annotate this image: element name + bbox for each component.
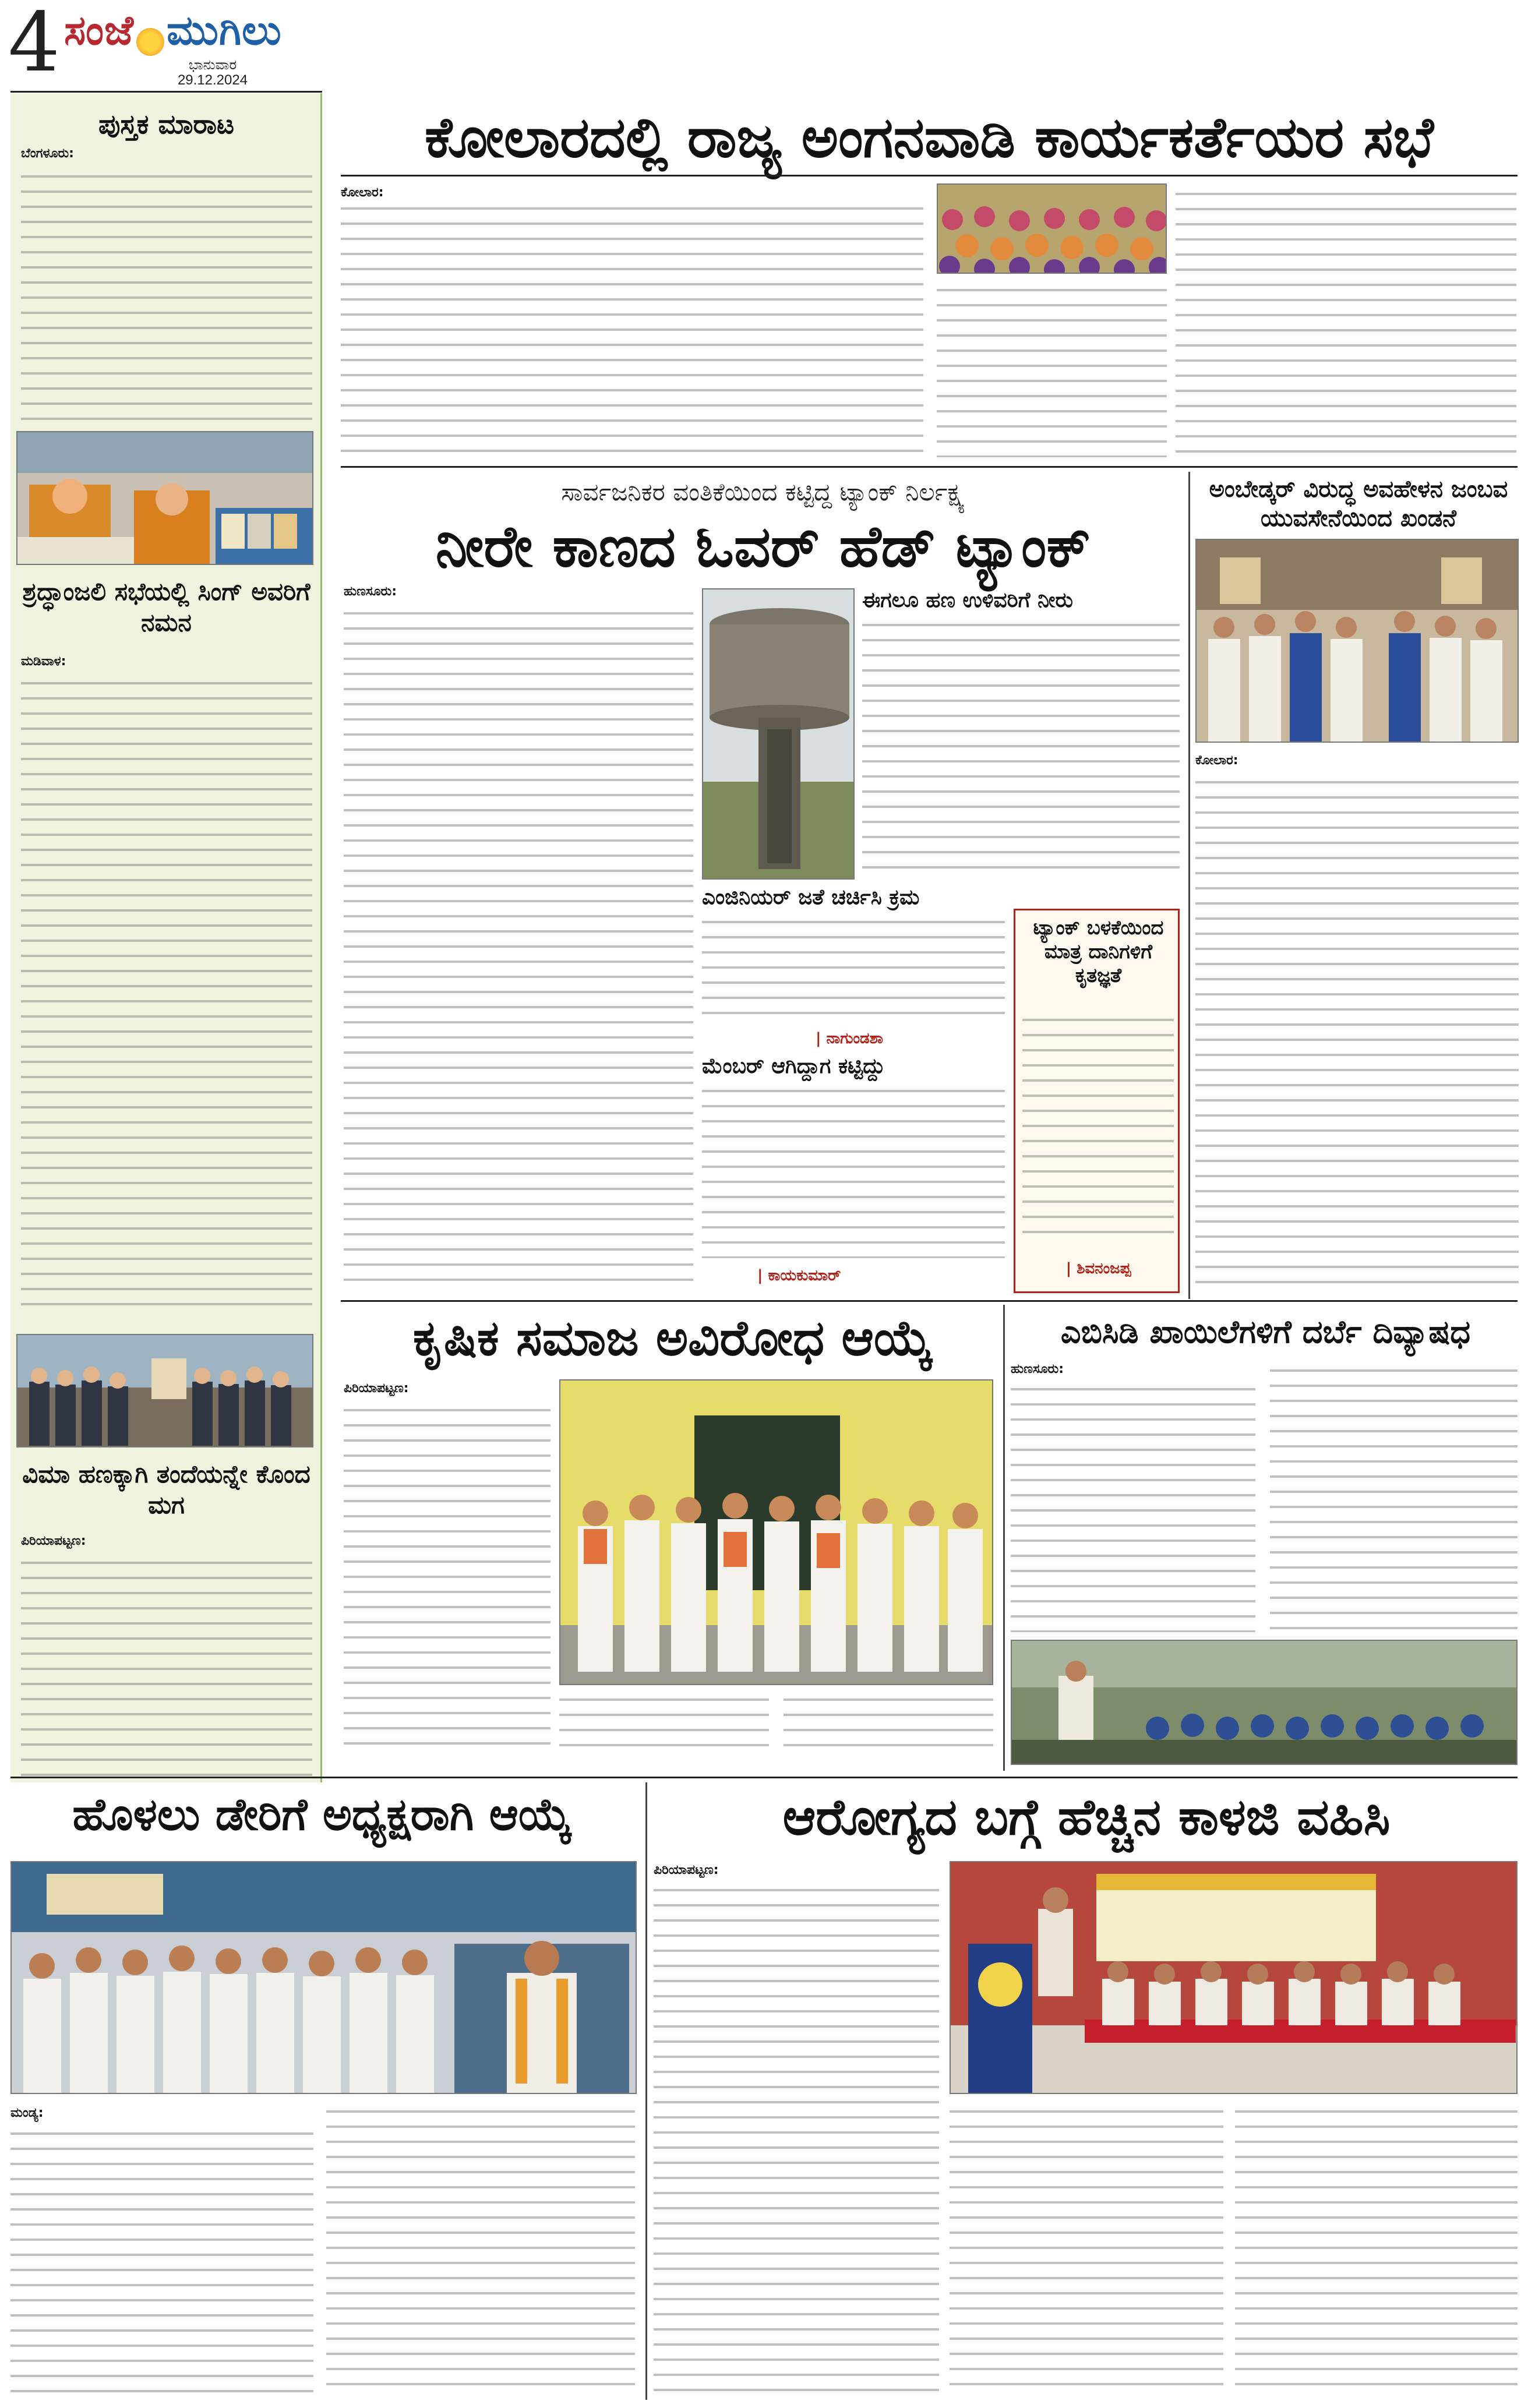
krishika-text-lines-3	[784, 1692, 993, 1753]
left-story1-dateline: ಬೆಂಗಳೂರು:	[21, 146, 74, 161]
krishika-headline: ಕೃಷಿಕ ಸಮಾಜ ಅವಿರೋಧ ಆಯ್ಕೆ	[412, 1309, 933, 1367]
health-text-lines-2	[950, 2104, 1223, 2397]
left-story3-text-lines	[21, 1555, 312, 1777]
lead-text-lines-1	[341, 201, 923, 457]
tank-box4-title: ಟ್ಯಾಂಕ್ ಬಳಕೆಯಿಂದ ಮಾತ್ರ ದಾನಿಗಳಿಗೆ ಕೃತಜ್ಞತೆ	[1033, 916, 1164, 987]
left-story2-title: ಶ್ರದ್ಧಾಂಜಲಿ ಸಭೆಯಲ್ಲಿ ಸಿಂಗ್ ಅವರಿಗೆ ನಮನ	[22, 577, 310, 637]
tank-box2-title: ಎಂಜಿನಿಯರ್ ಜತೆ ಚರ್ಚಿಸಿ ಕ್ರಮ	[702, 885, 920, 909]
lead-dateline: ಕೋಲಾರ:	[341, 185, 384, 200]
krishika-text-lines-1	[344, 1403, 550, 1752]
tank-box3-title: ಮೆಂಬರ್ ಆಗಿದ್ದಾಗ ಕಟ್ಟಿದ್ದು	[702, 1054, 885, 1078]
masthead-day: ಭಾನುವಾರ	[188, 57, 237, 73]
anganwadi-meeting-photo-art	[938, 185, 1167, 274]
sun-icon	[136, 28, 164, 56]
tank-box2-text-lines	[702, 915, 1005, 1025]
holalu-group-photo-art	[12, 1862, 637, 2094]
abcd-dateline: ಹುಣಸೂರು:	[1011, 1362, 1064, 1376]
krishika-text-lines-2	[559, 1692, 769, 1753]
krishika-group-photo-art	[560, 1380, 993, 1685]
tank-box3-byline: | ಕಾಯಕುಮಾರ್	[757, 1267, 841, 1284]
health-dateline: ಪಿರಿಯಾಪಟ್ಟಣ:	[654, 1863, 719, 1877]
health-text-lines-3	[1235, 2104, 1518, 2397]
tank-right-rule	[1188, 472, 1190, 1299]
masthead-date: 29.12.2024	[177, 72, 248, 88]
ambedkar-protest-photo-art	[1197, 540, 1519, 743]
krishika-right-rule	[1003, 1305, 1005, 1771]
tank-box1-title: ಈಗಲೂ ಹಣ ಉಳಿವರಿಗೆ ನೀರು	[862, 588, 1073, 612]
left-story2-dateline: ಮಡಿವಾಳ:	[21, 654, 66, 669]
ambedkar-headline: ಅಂಬೇಡ್ಕರ್ ವಿರುದ್ಧ ಅವಹೇಳನ ಜಂಬವ ಯುವಸೇನೆಯಿಂದ ಖಂಡನೆ	[1209, 476, 1508, 532]
tank-box2-byline: | ನಾಗುಂಡಶಾ	[816, 1030, 884, 1047]
left-story2-text-lines	[21, 676, 312, 1316]
left-story3-title: ವಿಮಾ ಹಣಕ್ಕಾಗಿ ತಂದೆಯನ್ನೇ ಕೊಂದ ಮಗ	[22, 1460, 310, 1519]
masthead-logo	[64, 6, 309, 56]
left-story3-dateline: ಪಿರಿಯಾಪಟ್ಟಣ:	[21, 1534, 86, 1548]
tribute-photo-art	[17, 1335, 313, 1447]
ambedkar-protest-photo	[1195, 539, 1519, 743]
tank-box4	[1014, 909, 1180, 1293]
tank-deck: ಸಾರ್ವಜನಿಕರ ವಂತಿಕೆಯಿಂದ ಕಟ್ಟಿದ್ದ ಟ್ಯಾಂಕ್ ನಿರ್ಲಕ್ಷ್ಯ	[561, 478, 965, 506]
tank-box3-text-lines	[702, 1083, 1005, 1258]
lead-headline: ಕೋಲಾರದಲ್ಲಿ ರಾಜ್ಯ ಅಂಗನವಾಡಿ ಕಾರ್ಯಕರ್ತೆಯರ ಸಭೆ	[425, 105, 1434, 170]
abcd-text-lines-2	[1270, 1363, 1518, 1632]
water-tank-photo-art	[703, 589, 855, 880]
anganwadi-meeting-photo	[937, 183, 1167, 274]
left-story1-title: ಪುಸ್ತಕ ಮಾರಾಟ	[98, 108, 235, 140]
lead-text-lines-2	[937, 283, 1167, 457]
abcd-event-photo-art	[1012, 1641, 1518, 1765]
lead-headline-rule	[341, 175, 1518, 176]
book-sale-photo	[16, 431, 313, 565]
lead-bottom-rule	[341, 466, 1518, 468]
health-event-photo-art	[951, 1862, 1518, 2094]
tank-text-lines	[344, 606, 693, 1293]
holalu-right-rule	[645, 1782, 647, 2400]
health-text-lines-1	[654, 1883, 939, 2395]
health-event-photo	[950, 1861, 1518, 2094]
water-tank-photo	[702, 588, 855, 880]
lead-text-lines-3	[1176, 186, 1516, 457]
ambedkar-dateline: ಕೋಲಾರ:	[1195, 753, 1238, 768]
holalu-text-lines-2	[326, 2104, 635, 2397]
tribute-photo	[16, 1334, 313, 1447]
book-sale-photo-art	[17, 432, 313, 565]
abcd-event-photo	[1011, 1640, 1518, 1765]
tank-box4-text-lines	[1022, 1012, 1174, 1245]
krishika-dateline: ಪಿರಿಯಾಪಟ್ಟಣ:	[344, 1381, 409, 1396]
health-headline: ಆರೋಗ್ಯದ ಬಗ್ಗೆ ಹೆಚ್ಚಿನ ಕಾಳಜಿ ವಹಿಸಿ	[782, 1788, 1391, 1846]
tank-headline: ನೀರೇ ಕಾಣದ ಓವರ್ ಹೆಡ್ ಟ್ಯಾಂಕ್	[435, 514, 1091, 580]
holalu-dateline: ಮಂಡ್ಯ:	[10, 2106, 44, 2120]
masthead-rule	[10, 91, 322, 93]
holalu-group-photo	[10, 1861, 637, 2094]
tank-box1-text-lines	[862, 617, 1180, 874]
brand-left: ಸಂಜೆ	[64, 6, 135, 54]
middle-bottom-rule	[10, 1777, 1518, 1778]
holalu-headline: ಹೊಳಲು ಡೇರಿಗೆ ಅಧ್ಯಕ್ಷರಾಗಿ ಆಯ್ಕೆ	[72, 1788, 572, 1840]
tank-box4-byline: | ಶಿವನಂಜಪ್ಪ	[1065, 1260, 1131, 1277]
brand-right: ಮುಗಿಲು	[167, 6, 282, 54]
holalu-text-lines-1	[10, 2126, 313, 2397]
ambedkar-text-lines	[1195, 775, 1519, 1293]
abcd-text-lines-1	[1011, 1382, 1255, 1632]
left-column	[10, 93, 322, 1782]
page-number: 4	[8, 0, 61, 90]
tank-bottom-rule	[341, 1300, 1518, 1302]
abcd-headline: ಎಬಿಸಿಡಿ ಖಾಯಿಲೆಗಳಿಗೆ ದರ್ಬೆ ದಿವ್ಯಾಷಧ	[1060, 1314, 1471, 1350]
tank-dateline: ಹುಣಸೂರು:	[344, 584, 397, 599]
krishika-group-photo	[559, 1379, 993, 1685]
